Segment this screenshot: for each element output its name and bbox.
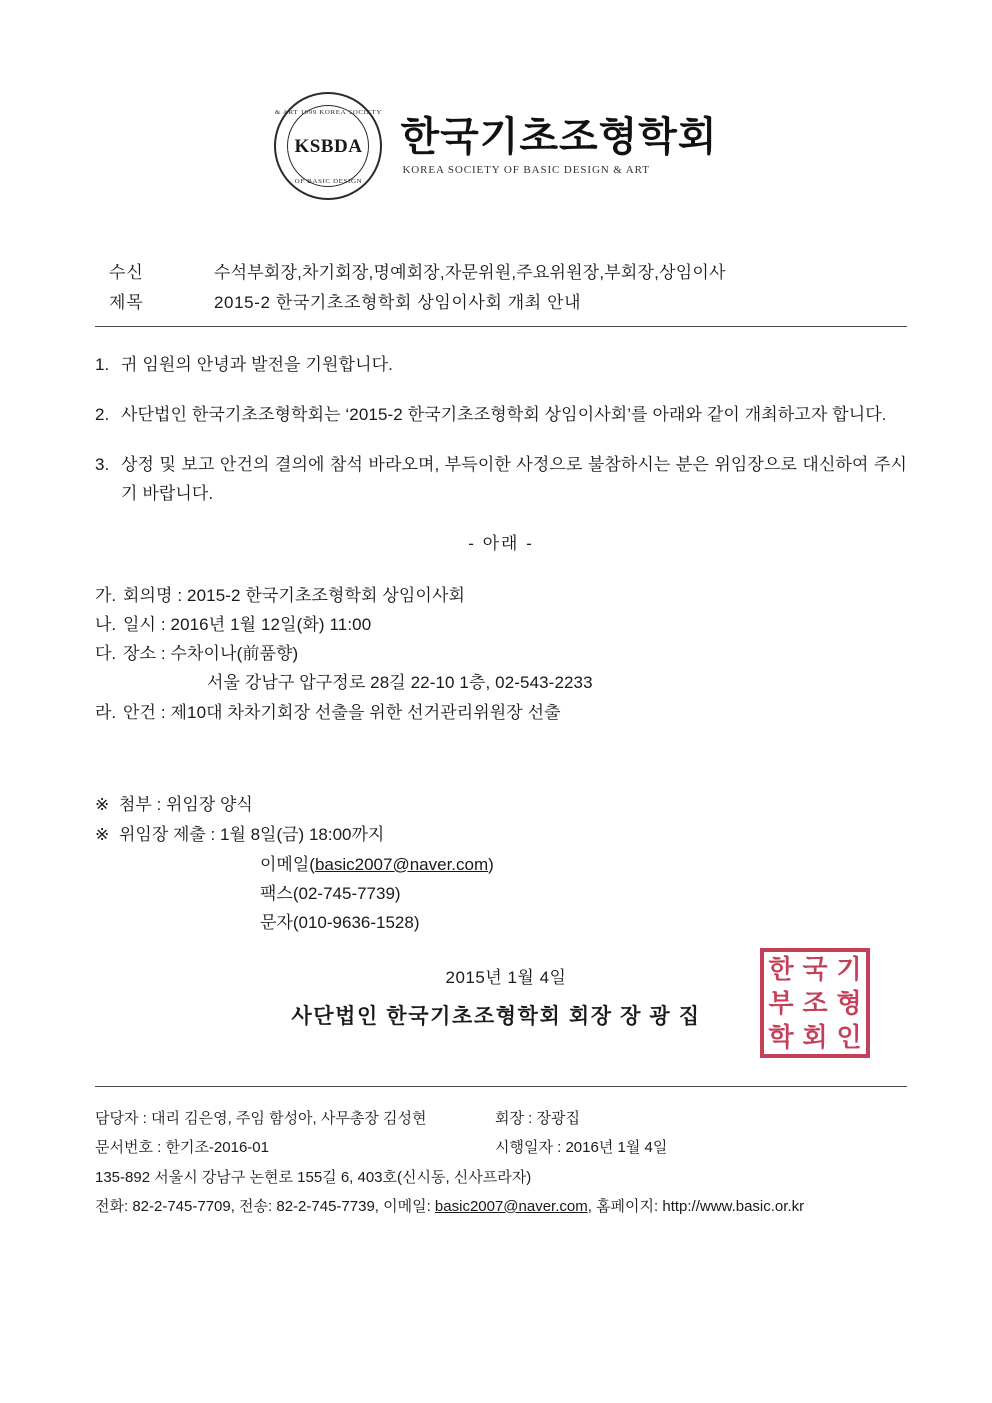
recipient-row <box>95 258 900 288</box>
submission-note <box>95 820 907 850</box>
paragraph <box>95 350 907 380</box>
footer-issue-date: 시행일자 : 2016년 1월 4일 <box>495 1139 668 1157</box>
stamp-char: 한 <box>768 954 794 984</box>
note-mark-icon: ※ <box>95 824 110 844</box>
email-link[interactable]: basic2007@naver.com <box>314 854 489 874</box>
wordmark-english: KOREA SOCIETY OF BASIC DESIGN & ART <box>402 164 650 177</box>
footer-contact-suffix: , 홈페이지: <box>587 1197 663 1215</box>
fax-line: 팩스(02-745-7739) <box>260 883 401 903</box>
paragraph <box>95 400 907 430</box>
document-date: 2015년 1월 4일 <box>445 968 567 988</box>
wordmark-korean: 한국기초조형학회 <box>400 114 718 159</box>
venue-address: 서울 강남구 압구정로 28길 22-10 1층, 02-543-2233 <box>207 673 593 693</box>
wordmark <box>400 116 717 176</box>
agenda-item <box>95 581 907 610</box>
stamp-char: 회 <box>802 1022 828 1052</box>
stamp-char: 국 <box>802 954 828 984</box>
note-mark-icon: ※ <box>95 795 110 814</box>
footer-contact <box>95 1192 910 1221</box>
footer-divider <box>95 1086 907 1087</box>
agenda-item <box>95 639 907 668</box>
paragraph-text: 사단법인 한국기초조형학회는 ‘2015-2 한국기초조형학회 상임이사회’를 아래와 같이 개최하고자 합니다. <box>121 404 887 424</box>
ksbda-seal-icon <box>274 92 382 200</box>
agenda-item <box>95 610 907 639</box>
seal-acronym: KSBDA <box>294 136 363 157</box>
agenda-item-key: 라. <box>95 702 117 722</box>
attachment-text: 첨부 : 위임장 양식 <box>119 795 253 814</box>
footer-address: 135-892 서울시 강남구 논현로 155길 6, 403호(신시동, 신사프라자) <box>95 1168 532 1186</box>
recipient-value: 수석부회장,차기회장,명예회장,자문위원,주요위원장,부회장,상임이사 <box>214 263 726 282</box>
agenda-item-key: 가. <box>95 585 117 605</box>
stamp-char: 조 <box>802 988 828 1018</box>
agenda-list <box>95 581 907 727</box>
footer-row-docnumber <box>95 1133 910 1162</box>
letterhead <box>0 92 992 200</box>
agenda-item-value: 안건 : 제10대 차차기회장 선출을 위한 선거관리위원장 선출 <box>123 702 561 722</box>
stamp-char: 인 <box>836 1022 862 1052</box>
seal-arc-top-text: & ART 1999 KOREA SOCIETY <box>274 108 383 116</box>
document-body <box>95 350 907 727</box>
header-divider <box>95 326 907 327</box>
agenda-item-key: 나. <box>95 614 117 634</box>
seal-arc-bottom-text: OF BASIC DESIGN <box>294 177 363 185</box>
email-prefix: 이메일( <box>260 854 315 874</box>
footer-contact-prefix: 전화: 82-2-745-7709, 전송: 82-2-745-7739, 이메일: <box>95 1197 435 1215</box>
agenda-item-value: 회의명 : 2015-2 한국기초조형학회 상임이사회 <box>123 585 466 605</box>
paragraph-number: 1. <box>95 355 110 374</box>
agenda-item-value: 일시 : 2016년 1월 12일(화) 11:00 <box>123 614 372 634</box>
footer-manager: 담당자 : 대리 김은영, 주임 함성아, 사무총장 김성현 <box>95 1110 427 1127</box>
subject-label: 제목 <box>109 292 144 312</box>
sms-line: 문자(010-9636-1528) <box>260 912 420 932</box>
paragraph-text: 귀 임원의 안녕과 발전을 기원합니다. <box>121 355 393 374</box>
document-footer <box>95 1104 910 1221</box>
stamp-char: 학 <box>768 1022 794 1052</box>
footer-homepage[interactable]: http://www.basic.or.kr <box>662 1197 805 1215</box>
agenda-item-value: 장소 : 수차이나(前품향) <box>123 644 299 664</box>
email-line <box>95 850 907 879</box>
paragraph-number: 3. <box>95 454 110 474</box>
footer-row-manager <box>95 1104 910 1133</box>
footer-doc-number: 문서번호 : 한기조-2016-01 <box>95 1139 269 1157</box>
agenda-item-key: 다. <box>95 644 117 664</box>
email-suffix: ) <box>488 854 494 874</box>
submission-text: 위임장 제출 : 1월 8일(금) 18:00까지 <box>119 824 385 844</box>
recipient-label: 수신 <box>109 263 144 282</box>
agenda-item <box>95 698 907 727</box>
stamp-char: 형 <box>836 988 862 1018</box>
stamp-char: 기 <box>836 954 862 984</box>
paragraph-text: 상정 및 보고 안건의 결의에 참석 바라오며, 부득이한 사정으로 불참하시는 분은 위임장으로 대신하여 주시기 바랍니다. <box>121 454 907 504</box>
paragraph <box>95 450 907 510</box>
subject-value: 2015-2 한국기초조형학회 상임이사회 개최 안내 <box>214 292 582 312</box>
official-seal-stamp-icon <box>760 948 870 1058</box>
signature-line: 사단법인 한국기초조형학회 회장 장 광 집 <box>291 1005 701 1028</box>
below-marker: - 아래 - <box>468 534 534 553</box>
paragraph-number: 2. <box>95 404 110 424</box>
attachment-note <box>95 790 907 820</box>
document-meta <box>95 258 900 318</box>
footer-email-link[interactable]: basic2007@naver.com <box>434 1197 588 1215</box>
footer-president: 회장 : 장광집 <box>495 1110 580 1127</box>
stamp-char: 부 <box>768 988 794 1018</box>
subject-row <box>95 288 900 318</box>
